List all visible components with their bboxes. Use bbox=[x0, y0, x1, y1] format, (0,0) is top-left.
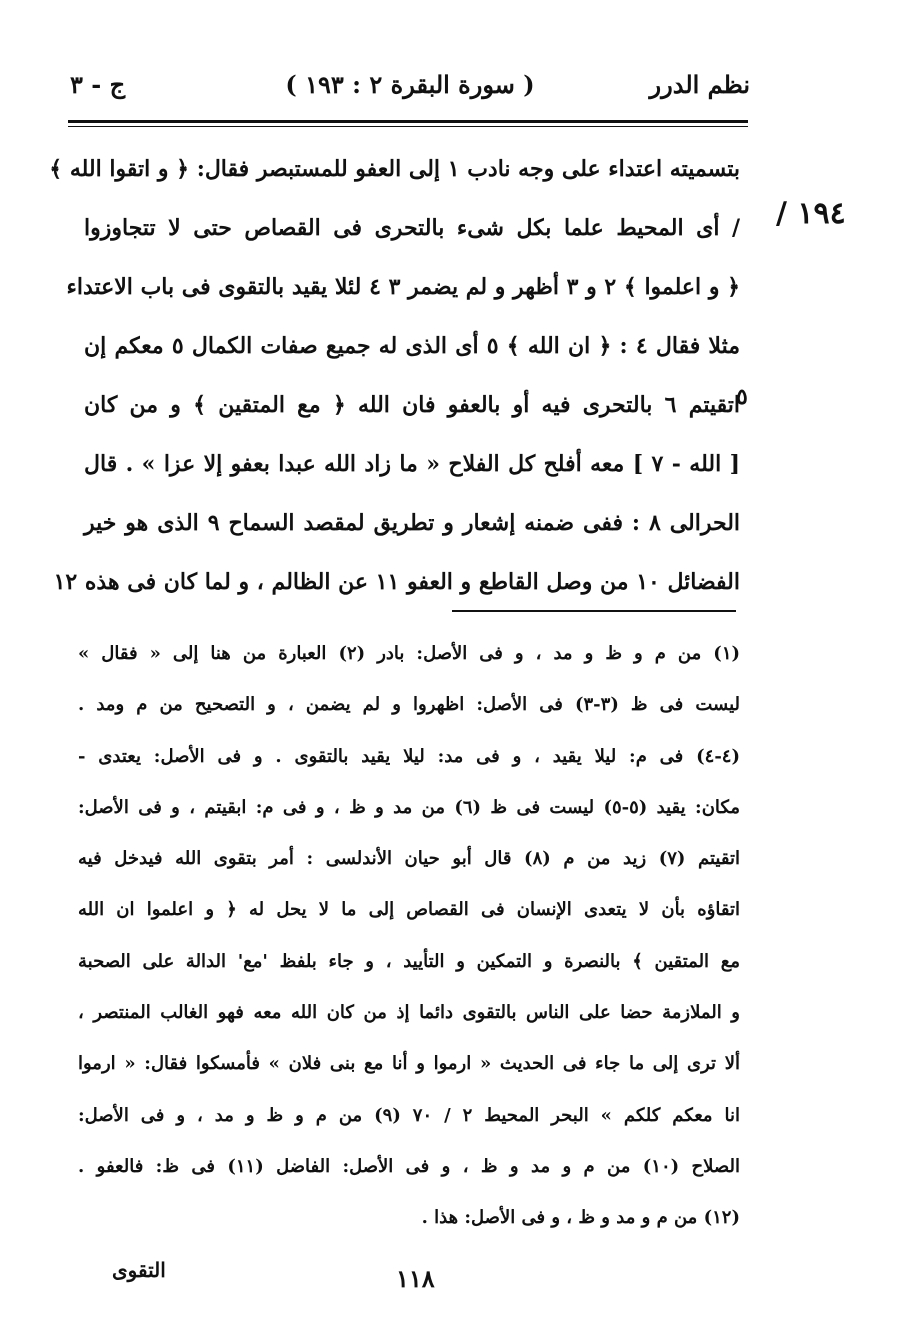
footnote-line: اتقيتم (٧) زيد من م (٨) قال أبو حيان الأندلسى : أمر بتقوى الله فيدخل فيه bbox=[78, 848, 740, 870]
footnote-line: انا معكم كلكم » البحر المحيط ٢ / ٧٠ (٩) من م و ظ و مد ، و فى الأصل: bbox=[78, 1104, 740, 1126]
header-rule-thin bbox=[68, 126, 748, 127]
running-header bbox=[70, 70, 750, 110]
footnote-line: مع المتقين ﴾ بالنصرة و التمكين و التأييد ، و جاء بلفظ 'مع' الدالة على الصحبة bbox=[78, 950, 740, 972]
text-line: الفضائل ١٠ من وصل القاطع و العفو ١١ عن الظالم ، و لما كان فى هذه ١٢ bbox=[53, 569, 740, 595]
footnote-line: الصلاح (١٠) من م و مد و ظ ، و فى الأصل: الفاضل (١١) فى ظ: فالعفو . bbox=[78, 1155, 740, 1177]
text-line: / أى المحيط علما بكل شىء بالتحرى فى القصاص حتى لا تتجاوزوا bbox=[84, 215, 740, 241]
margin-verse-number: ١٩٤ / bbox=[776, 196, 846, 231]
book-title: نظم الدرر bbox=[649, 70, 750, 99]
text-line: بتسميته اعتداء على وجه نادب ١ إلى العفو للمستبصر فقال: ﴿ و اتقوا الله ﴾ bbox=[49, 156, 740, 182]
footnote-line: ليست فى ظ (٣-٣) فى الأصل: اظهروا و لم يضمن ، و التصحيح من م ومد . bbox=[78, 694, 740, 716]
header-rule bbox=[68, 120, 748, 123]
text-line: [ الله - ٧ ] معه أفلح كل الفلاح « ما زاد الله عبدا بعفو إلا عزا » . قال bbox=[84, 451, 740, 477]
volume-number: ج - ٣ bbox=[70, 70, 126, 99]
catchword: التقوى bbox=[112, 1258, 166, 1282]
text-line: الحرالى ٨ : ففى ضمنه إشعار و تطريق لمقصد السماح ٩ الذى هو خير bbox=[84, 510, 741, 536]
margin-line-number: ٥ bbox=[736, 384, 748, 410]
surah-reference: ( سورة البقرة ٢ : ١٩٣ ) bbox=[285, 70, 535, 99]
footnotes bbox=[78, 628, 740, 1244]
footnote-line: و الملازمة حضا على الناس بالتقوى دائما إذ من كان الله معه فهو الغالب المنتصر ، bbox=[78, 1002, 740, 1024]
text-line: مثلا فقال ٤ : ﴿ ان الله ﴾ ٥ أى الذى له جميع صفات الكمال ٥ معكم إن bbox=[84, 333, 740, 359]
footnote-line: مكان: يقيد (٥-٥) ليست فى ظ (٦) من مد و ظ ، و فى م: ابقيتم ، و فى الأصل: bbox=[78, 796, 740, 818]
main-text bbox=[49, 140, 741, 612]
footnote-line: (٤-٤) فى م: ليلا يقيد ، و فى مد: ليلا يقيد بالتقوى . و فى الأصل: يعتدى - bbox=[78, 745, 740, 767]
footnote-separator bbox=[452, 610, 736, 612]
footnote-line: (١٢) من م و مد و ظ ، و فى الأصل: هذا . bbox=[421, 1207, 740, 1229]
text-line: اتقيتم ٦ بالتحرى فيه أو بالعفو فان الله ﴿ مع المتقين ﴾ و من كان bbox=[84, 392, 740, 418]
footnote-line: ألا ترى إلى ما جاء فى الحديث « ارموا و أنا مع بنى فلان » فأمسكوا فقال: « ارموا bbox=[78, 1053, 740, 1075]
page-number: ١١٨ bbox=[396, 1264, 435, 1293]
footnote-line: اتقاؤه بأن لا يتعدى الإنسان فى القصاص إلى ما لا يحل له ﴿ و اعلموا ان الله bbox=[78, 899, 740, 921]
footnote-line: (١) من م و ظ و مد ، و فى الأصل: بادر (٢) العبارة من هنا إلى « فقال » bbox=[78, 643, 741, 664]
text-line: ﴿ و اعلموا ﴾ ٢ و ٣ أظهر و لم يضمر ٣ ٤ لئلا يقيد بالتقوى فى باب الاعتداء bbox=[66, 274, 740, 300]
